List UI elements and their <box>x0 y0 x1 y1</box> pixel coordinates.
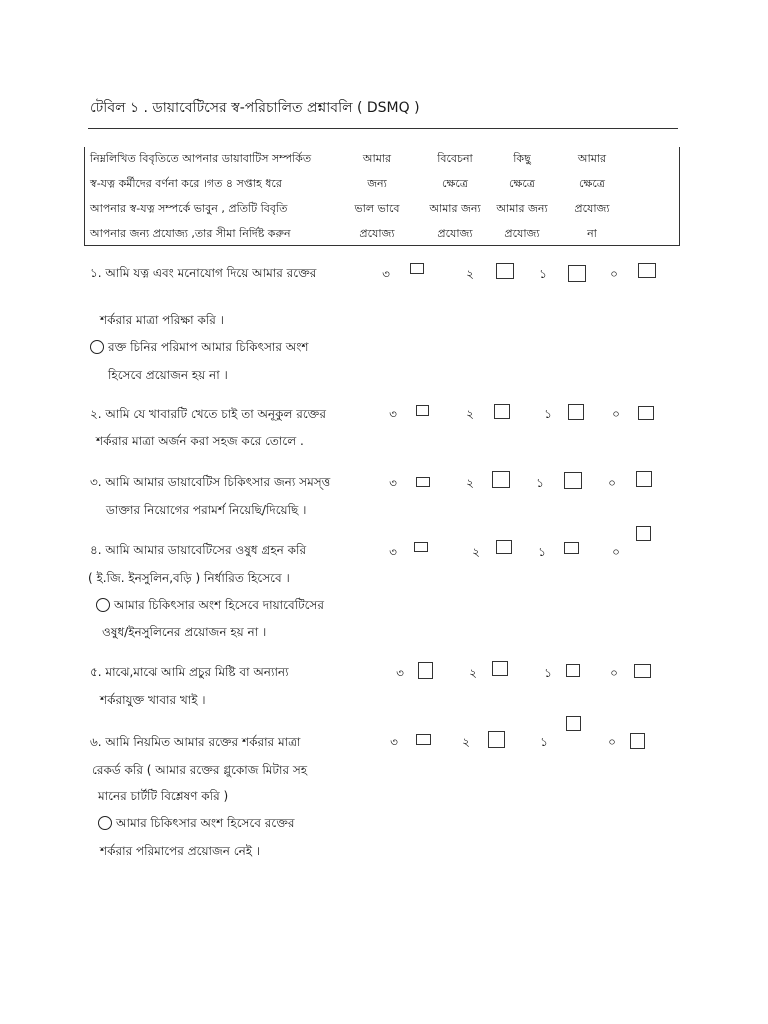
scale-label: ২ <box>466 476 474 490</box>
instruction-line: আপনার স্ব-যত্ন সম্পর্কে ভাবুন , প্রতিটি বিবৃতি <box>90 202 288 215</box>
scale-label: ০ <box>610 267 618 281</box>
scale-label: ২ <box>462 735 470 749</box>
column-header: প্রযোজ্য <box>574 202 610 215</box>
score-checkbox[interactable] <box>638 406 654 420</box>
scale-label: ২ <box>469 666 477 680</box>
scale-label: ২ <box>466 267 474 281</box>
scale-label: ৩ <box>382 267 390 281</box>
score-checkbox[interactable] <box>492 661 508 676</box>
scale-label: ৩ <box>396 666 404 680</box>
score-checkbox[interactable] <box>634 664 651 678</box>
column-header: আমার জন্য <box>496 202 548 215</box>
column-header: ক্ষেত্রে <box>509 177 535 190</box>
score-checkbox[interactable] <box>568 404 584 420</box>
score-checkbox[interactable] <box>566 716 581 731</box>
column-header: ভাল ভাবে <box>354 202 400 215</box>
score-checkbox[interactable] <box>416 477 430 487</box>
scale-label: ০ <box>608 476 616 490</box>
not-applicable-radio[interactable] <box>98 816 112 830</box>
column-header: ক্ষেত্রে <box>442 177 468 190</box>
column-header: প্রযোজ্য <box>359 227 395 240</box>
question-text: রেকর্ড করি ( আমার রক্তের গ্লুকোজ মিটার সহ <box>92 763 308 777</box>
scale-label: ১ <box>536 476 544 490</box>
scale-label: ১ <box>544 407 552 421</box>
column-header: প্রযোজ্য <box>437 227 473 240</box>
scale-label: ১ <box>540 735 548 749</box>
question-text: ৬. আমি নিয়মিত আমার রক্তের শর্করার মাত্রা <box>90 735 301 749</box>
question-text: ২. আমি যে খাবারটি খেতে চাই তা অনূকুল রক্তের <box>90 407 326 421</box>
page-title: টেবিল ১ . ডায়াবেটিসের স্ব-পরিচালিত প্রশ্নাবলি ( DSMQ ) <box>90 100 420 116</box>
question-text: ৫. মাঝে,মাঝে আমি প্রচুর মিষ্টি বা অন্যান্য <box>90 665 289 679</box>
scale-label: ১ <box>539 267 547 281</box>
score-checkbox[interactable] <box>564 472 582 489</box>
instruction-line: নিম্নলিখিত বিবৃতিতে আপনার ডায়াবাটিস সম্পর্কিত <box>90 152 312 165</box>
score-checkbox[interactable] <box>638 263 656 278</box>
scale-label: ০ <box>610 666 618 680</box>
score-checkbox[interactable] <box>492 471 510 488</box>
score-checkbox[interactable] <box>566 664 580 677</box>
column-header: না <box>587 227 597 240</box>
score-checkbox[interactable] <box>410 263 424 274</box>
score-checkbox[interactable] <box>494 404 510 419</box>
score-checkbox[interactable] <box>564 542 579 554</box>
score-checkbox[interactable] <box>496 263 514 279</box>
column-header: জন্য <box>367 177 387 190</box>
score-checkbox[interactable] <box>488 731 505 748</box>
scale-label: ৩ <box>390 735 398 749</box>
question-text: ১. আমি যত্ন এবং মনোযোগ দিয়ে আমার রক্তের <box>90 266 317 280</box>
score-checkbox[interactable] <box>416 734 431 745</box>
scale-label: ২ <box>472 545 480 559</box>
option-text: আমার চিকিৎসার অংশ হিসেবে দায়াবেটিসের <box>114 598 324 612</box>
score-checkbox[interactable] <box>416 405 429 416</box>
scale-label: ১ <box>538 545 546 559</box>
question-text: ৪. আমি আমার ডায়াবেটিসের ওষুধ গ্রহন করি <box>90 543 307 557</box>
column-header: আমার <box>362 152 392 165</box>
question-text: মানের চার্টটি বিশ্লেষণ করি ) <box>98 789 229 803</box>
option-text: শর্করার পরিমাপের প্রয়োজন নেই । <box>100 844 261 858</box>
scale-label: ০ <box>612 407 620 421</box>
scale-label: ০ <box>612 545 620 559</box>
scale-label: ২ <box>466 407 474 421</box>
question-text: ডাক্তার নিয়োগের পরামর্শ নিয়েছি/দিয়েছি । <box>106 503 307 517</box>
column-header: আমার <box>577 152 607 165</box>
instruction-line: আপনার জন্য প্রযোজ্য ,তার সীমা নির্দিষ্ট করুন <box>90 227 291 240</box>
scale-label: ৩ <box>389 545 397 559</box>
score-checkbox[interactable] <box>636 471 652 487</box>
not-applicable-radio[interactable] <box>90 340 104 354</box>
score-checkbox[interactable] <box>568 265 586 282</box>
scale-label: ০ <box>608 735 616 749</box>
score-checkbox[interactable] <box>418 662 433 679</box>
score-checkbox[interactable] <box>630 733 645 749</box>
question-text: শর্করাযুক্ত খাবার খাই । <box>100 693 206 707</box>
option-text: হিসেবে প্রয়োজন হয় না । <box>108 368 228 382</box>
column-header: আমার জন্য <box>429 202 481 215</box>
scale-label: ১ <box>544 666 552 680</box>
column-header: প্রযোজ্য <box>504 227 540 240</box>
question-text: শর্করার মাত্রা পরিক্ষা করি । <box>100 313 224 327</box>
scale-label: ৩ <box>389 407 397 421</box>
question-text: ( ই.জি. ইনসুলিন,বড়ি ) নির্ধারিত হিসেবে । <box>88 571 290 585</box>
column-header: বিবেচনা <box>437 152 473 165</box>
option-text: রক্ত চিনির পরিমাপ আমার চিকিৎসার অংশ <box>108 340 309 354</box>
scale-label: ৩ <box>389 476 397 490</box>
title-divider <box>88 128 678 129</box>
instruction-line: স্ব-যত্ন কর্মীদের বর্ণনা করে ।গত ৪ সপ্তাহ ধরে <box>90 177 282 190</box>
score-checkbox[interactable] <box>496 540 512 554</box>
option-text: ওষুধ/ইনসুলিনের প্রয়োজন হয় না । <box>102 625 267 639</box>
score-checkbox[interactable] <box>414 542 428 552</box>
column-header: ক্ষেত্রে <box>579 177 605 190</box>
not-applicable-radio[interactable] <box>96 598 110 612</box>
option-text: আমার চিকিৎসার অংশ হিসেবে রক্তের <box>116 816 295 830</box>
question-text: ৩. আমি আমার ডায়াবেটিস চিকিৎসার জন্য সমস্ত্ত <box>90 475 331 489</box>
question-text: শর্করার মাত্রা অর্জন করা সহজ করে তোলে . <box>96 434 304 448</box>
column-header: কিছু <box>513 152 531 165</box>
score-checkbox[interactable] <box>636 526 651 541</box>
